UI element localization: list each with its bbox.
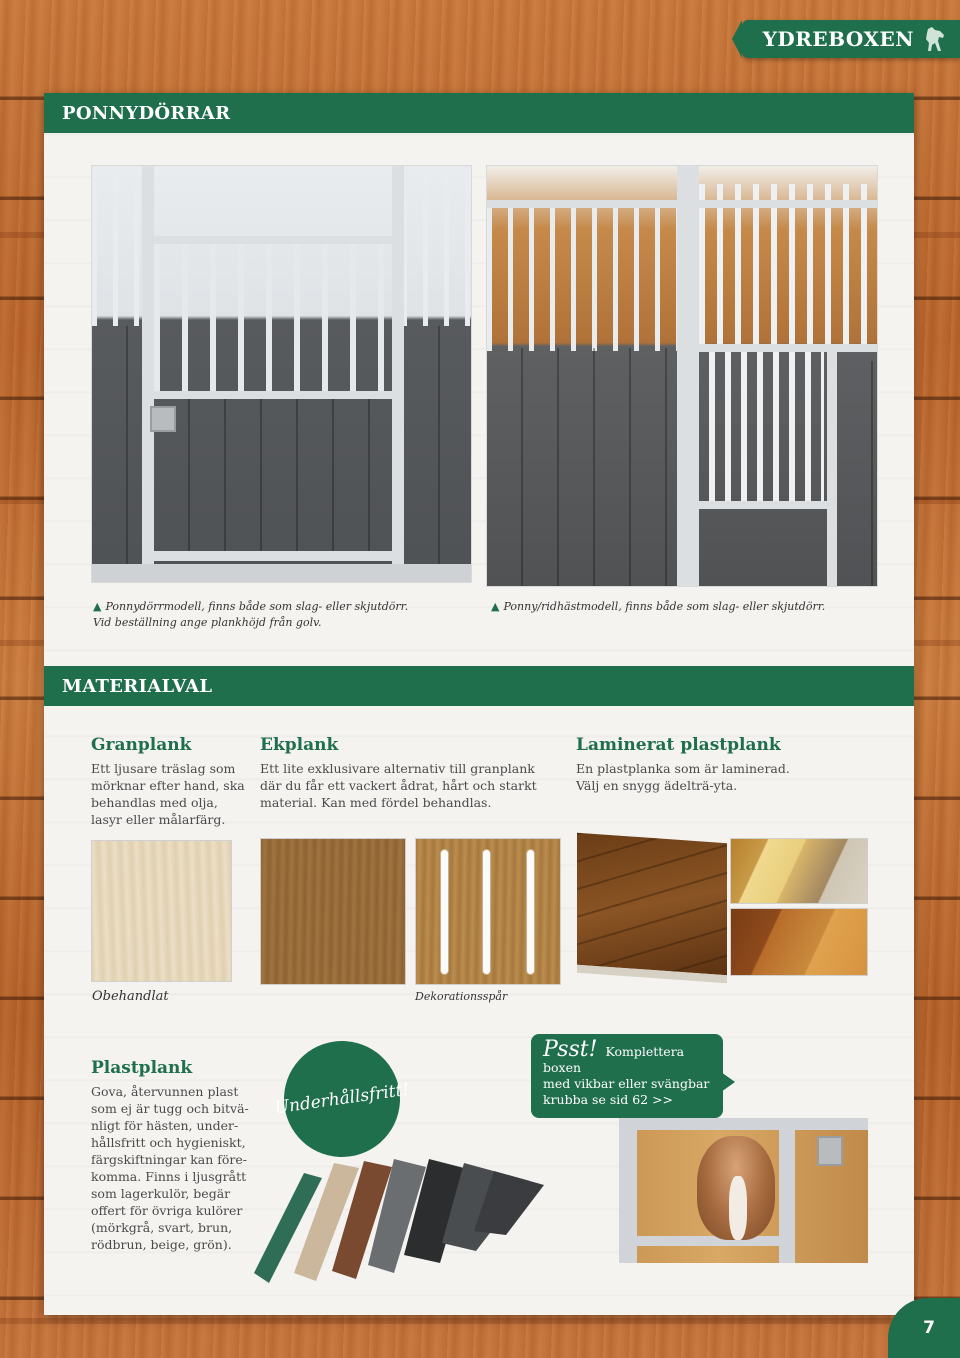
caption-pony-door: ▲ Ponnydörrmodell, finns både som slag- eller skjutdörr. Vid beställning ange plankhöjd från golv. bbox=[93, 600, 409, 629]
ekplank-decoration-swatch bbox=[415, 838, 561, 985]
brand-tab bbox=[742, 20, 960, 58]
brand-name: YDREBOXEN bbox=[762, 27, 914, 51]
ekplank-title: Ekplank bbox=[260, 735, 339, 755]
ekplank-description: Ett lite exklusivare alternativ till granplank där du får ett vackert ådrat, hårt och starkt material. Kan med fördel behandlas. bbox=[260, 761, 537, 810]
pony-photo bbox=[619, 1118, 868, 1263]
page-number: 7 bbox=[888, 1298, 960, 1358]
psst-label: Psst! bbox=[543, 1037, 598, 1062]
laminate-dark-colors-swatch bbox=[730, 908, 868, 976]
triangle-marker-icon: ▲ bbox=[491, 600, 500, 613]
riding-horse-door-photo bbox=[486, 165, 878, 587]
plastic-planks-image bbox=[244, 1123, 544, 1283]
tip-bubble: Psst! Komplettera boxen med vikbar eller svängbar krubba se sid 62 >> bbox=[531, 1034, 723, 1118]
caption-untreated: Obehandlat bbox=[92, 989, 169, 1004]
laminerat-description: En plastplanka som är laminerad. Välj en snygg ädelträ-yta. bbox=[576, 761, 790, 793]
laminerat-title: Laminerat plastplank bbox=[576, 735, 781, 755]
section-header-materialval: MATERIALVAL bbox=[44, 666, 914, 706]
plastplank-title: Plastplank bbox=[91, 1058, 193, 1078]
granplank-description: Ett ljusare träslag som mörknar efter hand, ska behandlas med olja, lasyr eller målarfärg. bbox=[91, 761, 245, 827]
caption-decoration: Dekorationsspår bbox=[415, 990, 508, 1003]
section-header-ponnydorrar: PONNYDÖRRAR bbox=[44, 93, 914, 133]
laminate-light-colors-swatch bbox=[730, 838, 868, 904]
granplank-swatch bbox=[91, 840, 232, 982]
caption-riding-door: ▲ Ponny/ridhästmodell, finns både som slag- eller skjutdörr. bbox=[491, 600, 826, 613]
maintenance-free-badge: Underhållsfritt! bbox=[276, 1033, 407, 1164]
horse-icon bbox=[922, 25, 948, 53]
laminate-plank-swatch bbox=[577, 833, 727, 983]
pony-door-photo bbox=[91, 165, 472, 583]
content-panel bbox=[44, 93, 914, 1315]
plastplank-description: Gova, återvunnen plast som ej är tugg och bitvä- nligt för hästen, under- hållsfritt och hygieniskt, färgskiftningar kan före- komma. Finns i ljusgrått som lagerkulör, begär offert för övriga kulörer (mörkgrå, svart, brun, rödbrun, beige, grön). bbox=[91, 1084, 249, 1252]
ekplank-swatch bbox=[260, 838, 406, 985]
granplank-title: Granplank bbox=[91, 735, 192, 755]
triangle-marker-icon: ▲ bbox=[93, 600, 102, 613]
